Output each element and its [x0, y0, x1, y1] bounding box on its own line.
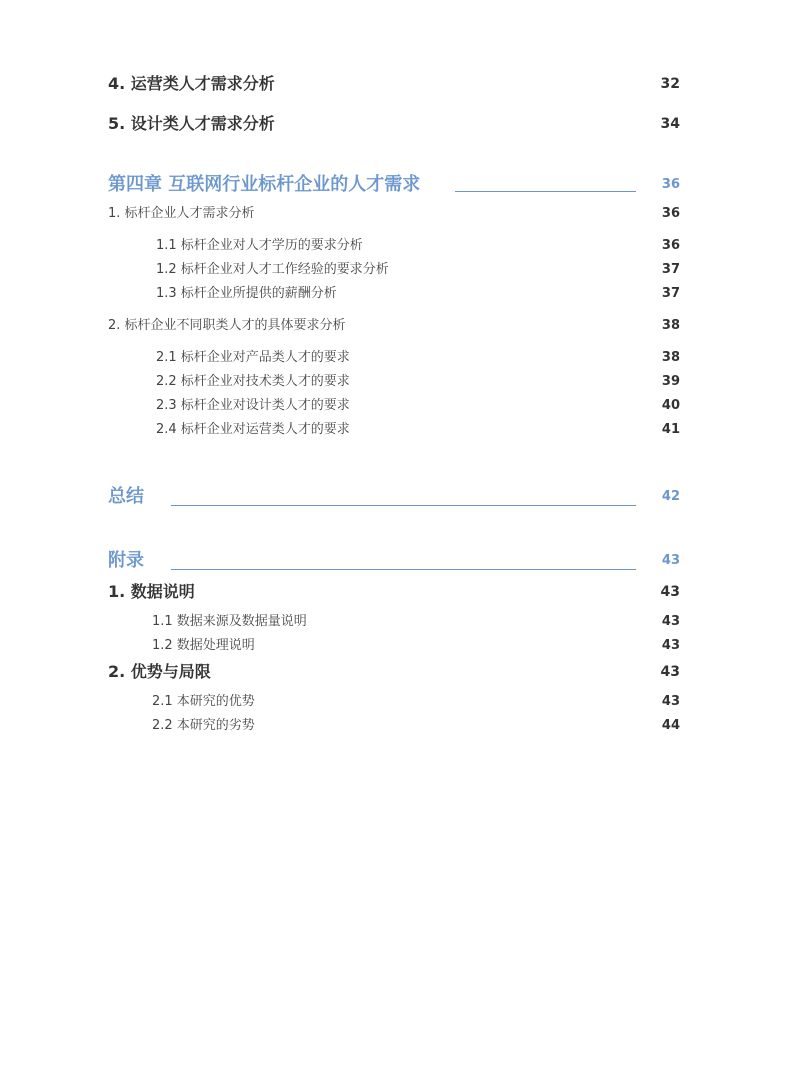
toc-entry-label: 5. 设计类人才需求分析 [108, 114, 275, 133]
toc-entry-label: 2.2 本研究的劣势 [152, 718, 255, 733]
toc-entry[interactable] [0, 72, 793, 96]
toc-entry-page: 36 [661, 206, 680, 221]
chapter-title: 第四章 互联网行业标杆企业的人才需求 [108, 174, 421, 195]
toc-entry[interactable] [0, 394, 793, 418]
toc-entry-page: 43 [660, 664, 680, 680]
chapter-rule [455, 191, 636, 192]
toc-entry-label: 1. 标杆企业人才需求分析 [108, 206, 255, 221]
toc-entry-page: 43 [661, 694, 680, 709]
toc-entry[interactable] [0, 234, 793, 258]
toc-entry-page: 38 [661, 318, 680, 333]
toc-entry[interactable] [0, 346, 793, 370]
toc-entry-label: 2.1 标杆企业对产品类人才的要求 [156, 350, 350, 365]
toc-entry-label: 1.2 数据处理说明 [152, 638, 255, 653]
toc-entry-label: 2. 优势与局限 [108, 662, 211, 681]
toc-entry-page: 37 [661, 262, 680, 277]
toc-entry-page: 32 [660, 76, 680, 92]
toc-entry-page: 41 [661, 422, 680, 437]
toc-entry-label: 2.3 标杆企业对设计类人才的要求 [156, 398, 350, 413]
toc-entry-page: 36 [661, 238, 680, 253]
toc-entry-page: 43 [661, 638, 680, 653]
appendix-title: 附录 [108, 550, 144, 571]
toc-entry-page: 43 [660, 584, 680, 600]
toc-entry-page: 40 [661, 398, 680, 413]
toc-entry-label: 1.1 数据来源及数据量说明 [152, 614, 307, 629]
toc-entry-page: 38 [661, 350, 680, 365]
toc-entry-label: 1. 数据说明 [108, 582, 195, 601]
toc-entry[interactable] [0, 580, 793, 604]
toc-entry-label: 2.4 标杆企业对运营类人才的要求 [156, 422, 350, 437]
summary-rule [171, 505, 636, 506]
toc-entry[interactable] [0, 314, 793, 338]
toc-entry-label: 1.1 标杆企业对人才学历的要求分析 [156, 238, 363, 253]
toc-entry-label: 2.2 标杆企业对技术类人才的要求 [156, 374, 350, 389]
toc-entry[interactable] [0, 690, 793, 714]
toc-entry[interactable] [0, 660, 793, 684]
toc-entry[interactable] [0, 634, 793, 658]
toc-entry[interactable] [0, 610, 793, 634]
toc-entry-page: 37 [661, 286, 680, 301]
chapter-page: 36 [661, 177, 680, 192]
toc-entry[interactable] [0, 282, 793, 306]
toc-entry[interactable] [0, 258, 793, 282]
toc-entry-label: 1.3 标杆企业所提供的薪酬分析 [156, 286, 337, 301]
toc-entry-label: 1.2 标杆企业对人才工作经验的要求分析 [156, 262, 389, 277]
toc-entry[interactable] [0, 370, 793, 394]
toc-entry-page: 34 [660, 116, 680, 132]
appendix-rule [171, 569, 636, 570]
toc-entry[interactable] [0, 112, 793, 136]
toc-entry-page: 44 [661, 718, 680, 733]
toc-entry-page: 39 [661, 374, 680, 389]
appendix-page: 43 [661, 553, 680, 568]
toc-entry[interactable] [0, 714, 793, 738]
toc-entry-page: 43 [661, 614, 680, 629]
toc-entry[interactable] [0, 202, 793, 226]
toc-entry-label: 4. 运营类人才需求分析 [108, 74, 275, 93]
chapter-heading[interactable] [0, 173, 793, 197]
summary-title: 总结 [108, 486, 144, 507]
toc-entry-label: 2.1 本研究的优势 [152, 694, 255, 709]
toc-entry[interactable] [0, 418, 793, 442]
summary-page: 42 [661, 489, 680, 504]
toc-entry-label: 2. 标杆企业不同职类人才的具体要求分析 [108, 318, 346, 333]
